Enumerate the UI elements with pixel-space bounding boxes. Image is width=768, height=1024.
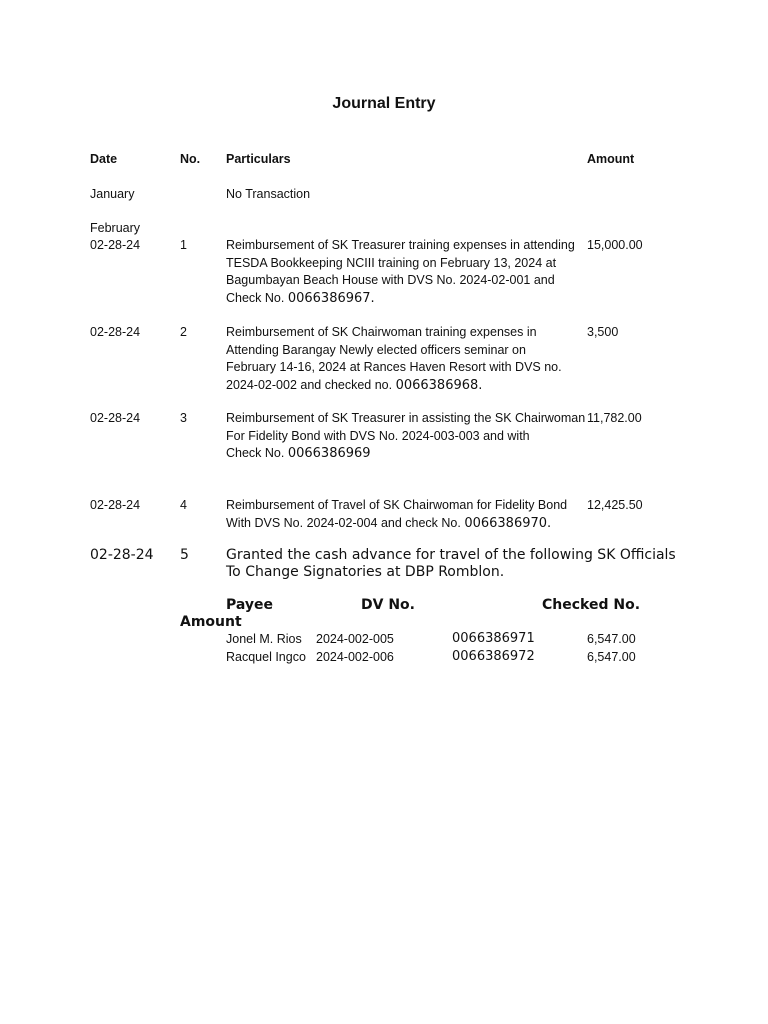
header-amount: Amount: [587, 152, 635, 166]
payee-name: Racquel Ingco: [226, 650, 306, 664]
check-number: 0066386970.: [464, 515, 552, 531]
particulars-line: [226, 290, 588, 308]
entry-number: 1: [180, 238, 187, 252]
payee-header: Payee: [226, 597, 274, 613]
entry-amount: 12,425.50: [587, 498, 643, 512]
particulars-line: February 14-16, 2024 at Rances Haven Resort with DVS no.: [226, 360, 562, 374]
particulars-text: Check No.: [226, 446, 288, 460]
header-date: Date: [90, 152, 118, 166]
page-title: Journal Entry: [332, 95, 436, 112]
february-label: February: [90, 221, 141, 235]
particulars-line: Reimbursement of SK Chairwoman training expenses in: [226, 325, 537, 339]
entry-date: 02-28-24: [90, 498, 141, 512]
particulars-text: With DVS No. 2024-02-004 and check No.: [226, 515, 465, 530]
particulars-line: [226, 515, 588, 533]
dv-header: DV No.: [361, 597, 415, 613]
particulars-line: For Fidelity Bond with DVS No. 2024-003-003 and with: [226, 428, 530, 443]
check-number: 0066386969: [287, 446, 371, 461]
entry-number: 4: [180, 498, 187, 512]
check-number: 0066386967.: [287, 290, 375, 306]
payee-dv: 2024-002-006: [316, 650, 394, 664]
particulars-line: Attending Barangay Newly elected officers seminar on: [226, 342, 526, 357]
entry-particulars: [226, 324, 588, 394]
particulars-text: Check No.: [226, 290, 288, 305]
entry-date: 02-28-24: [90, 547, 154, 563]
payee-check: 0066386971: [452, 631, 535, 646]
entry-number: 3: [180, 411, 187, 425]
particulars-line: Granted the cash advance for travel of the following SK Officials: [226, 547, 676, 563]
particulars-line: Bagumbayan Beach House with DVS No. 2024-02-001 and: [226, 273, 555, 287]
payee-name: Jonel M. Rios: [226, 632, 302, 646]
january-particulars: No Transaction: [226, 187, 311, 201]
entry-date: 02-28-24: [90, 238, 141, 252]
entry-number: 2: [180, 325, 187, 339]
payee-amount: 6,547.00: [587, 650, 636, 664]
checked-header: Checked No.: [542, 597, 641, 613]
particulars-text: 2024-02-002 and checked no.: [226, 377, 396, 392]
particulars-line: To Change Signatories at DBP Romblon.: [226, 564, 505, 580]
particulars-line: Reimbursement of SK Treasurer training expenses in attending: [226, 238, 575, 252]
particulars-line: TESDA Bookkeeping NCIII training on February 13, 2024 at: [226, 255, 557, 270]
particulars-line: Reimbursement of SK Treasurer in assisting the SK Chairwoman: [226, 411, 586, 425]
particulars-line: Reimbursement of Travel of SK Chairwoman for Fidelity Bond: [226, 498, 568, 512]
particulars-line: [226, 377, 588, 395]
entry-date: 02-28-24: [90, 325, 141, 339]
entry-particulars: [226, 497, 588, 532]
entry-amount: 11,782.00: [587, 411, 642, 425]
entry-particulars: [226, 237, 588, 307]
january-label: January: [90, 187, 135, 201]
entry-particulars: [226, 547, 676, 581]
amount-header: Amount: [180, 614, 242, 630]
entry-number: 5: [180, 547, 189, 563]
entry-amount: 15,000.00: [587, 238, 643, 252]
entry-amount: 3,500: [587, 325, 619, 339]
entry-particulars: [226, 410, 588, 463]
particulars-line: [226, 445, 588, 463]
entry-date: 02-28-24: [90, 411, 141, 425]
check-number: 0066386968.: [395, 377, 483, 393]
payee-check: 0066386972: [452, 649, 535, 664]
header-no: No.: [180, 152, 201, 166]
payee-amount: 6,547.00: [587, 632, 636, 646]
header-particulars: Particulars: [226, 152, 291, 166]
payee-dv: 2024-002-005: [316, 632, 394, 646]
